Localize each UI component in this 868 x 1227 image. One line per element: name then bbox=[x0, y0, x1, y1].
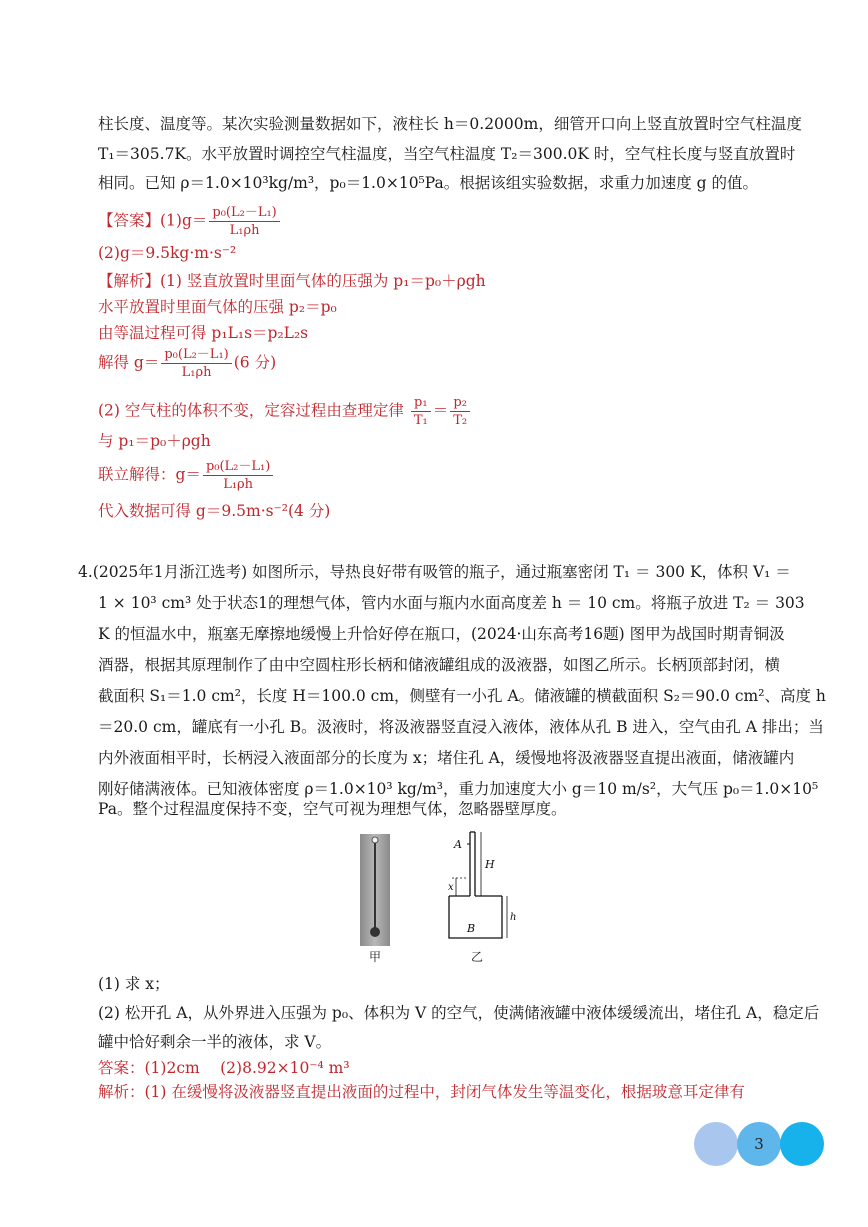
fraction-p2-t2 bbox=[450, 394, 470, 429]
fraction-denominator: T₂ bbox=[453, 413, 468, 428]
apparatus-diagram bbox=[355, 828, 515, 968]
decor-circle-1 bbox=[694, 1122, 738, 1166]
sub-question-1: (1) 求 x； bbox=[98, 975, 170, 993]
analysis-line-3: 由等温过程可得 p₁L₁s＝p₂L₂s bbox=[98, 324, 309, 342]
fraction-numerator: p₀(L₂－L₁) bbox=[161, 346, 231, 364]
q4-line-7: 内外液面相平时，长柄浸入液面部分的长度为 x；堵住孔 A，缓慢地将汲液器竖直提出液面，储液罐内 bbox=[98, 749, 795, 767]
analysis-4-prefix: 解得 g＝ bbox=[98, 353, 160, 372]
sub-question-2a: (2) 松开孔 A，从外界进入压强为 p₀、体积为 V 的空气，使满储液罐中液体缓缓流出，堵住孔 A，稳定后 bbox=[98, 1004, 820, 1022]
decor-circle-2 bbox=[737, 1122, 781, 1166]
q4-line-9: Pa。整个过程温度保持不变，空气可视为理想气体，忽略器壁厚度。 bbox=[98, 800, 567, 818]
answer-1 bbox=[98, 204, 282, 239]
label-jia: 甲 bbox=[369, 950, 382, 964]
label-H: H bbox=[485, 858, 495, 871]
q4-line-3: K 的恒温水中，瓶塞无摩擦地缓慢上升恰好停在瓶口，(2024·山东高考16题) 图甲为战国时期青铜汲 bbox=[98, 625, 785, 643]
fraction-numerator: p₁ bbox=[411, 394, 431, 412]
sub-question-2b: 罐中恰好剩余一半的液体，求 V。 bbox=[98, 1033, 332, 1051]
intro-line-2: T₁＝305.7K。水平放置时调控空气柱温度，当空气柱温度 T₂＝300.0K 时，空气柱长度与竖直放置时 bbox=[98, 145, 796, 163]
page-number: 3 bbox=[754, 1135, 764, 1153]
q4-line-5: 截面积 S₁＝1.0 cm²，长度 H＝100.0 cm，侧壁有一小孔 A。储液罐的横截面积 S₂＝90.0 cm²、高度 h bbox=[98, 687, 826, 705]
analysis-4-fraction bbox=[161, 346, 231, 381]
vessel-bowl bbox=[370, 927, 380, 937]
answer-1-prefix: 【答案】(1)g＝ bbox=[98, 211, 208, 230]
answer-1-fraction bbox=[209, 204, 279, 239]
fraction-denominator: L₁ρh bbox=[229, 223, 260, 238]
analysis-5-prefix: (2) 空气柱的体积不变，定容过程由查理定律 bbox=[98, 401, 404, 420]
label-yi: 乙 bbox=[471, 950, 484, 964]
label-A: A bbox=[454, 838, 462, 851]
q4-line-8: 刚好储满液体。已知液体密度 ρ＝1.0×10³ kg/m³，重力加速度大小 g＝10 m/s²，大气压 p₀＝1.0×10⁵ bbox=[98, 780, 819, 798]
q4-line-2: 1 × 10³ cm³ 处于状态1的理想气体，管内水面与瓶内水面高度差 h ＝ 10 cm。将瓶子放进 T₂ ＝ 303 bbox=[98, 594, 805, 612]
answer-2: (2)g＝9.5kg·m·s⁻² bbox=[98, 244, 237, 262]
fraction-denominator: T₁ bbox=[413, 413, 428, 428]
decor-circle-3 bbox=[780, 1122, 824, 1166]
equals-sign: ＝ bbox=[432, 401, 449, 420]
fraction-denominator: L₁ρh bbox=[223, 477, 254, 492]
analysis-7-prefix: 联立解得：g＝ bbox=[98, 465, 201, 484]
answer2-analysis: 解析：(1) 在缓慢将汲液器竖直提出液面的过程中，封闭气体发生等温变化，根据玻意耳定律有 bbox=[98, 1083, 745, 1101]
label-h: h bbox=[510, 912, 517, 923]
analysis-line-8: 代入数据可得 g＝9.5m·s⁻²(4 分) bbox=[98, 502, 331, 520]
reservoir-outline bbox=[449, 896, 502, 938]
analysis-4-suffix: (6 分) bbox=[233, 353, 277, 372]
analysis-line-7 bbox=[98, 458, 275, 493]
intro-line-1: 柱长度、温度等。某次实验测量数据如下，液柱长 h＝0.2000m，细管开口向上竖直放置时空气柱温度 bbox=[98, 115, 802, 133]
label-x: x bbox=[448, 882, 454, 893]
analysis-7-fraction bbox=[203, 458, 273, 493]
q4-line-6: ＝20.0 cm，罐底有一小孔 B。汲液时，将汲液器竖直浸入液体，液体从孔 B 进入，空气由孔 A 排出；当 bbox=[98, 718, 824, 736]
fraction-numerator: p₀(L₂－L₁) bbox=[203, 458, 273, 476]
analysis-line-1: 【解析】(1) 竖直放置时里面气体的压强为 p₁＝p₀＋ρgh bbox=[98, 272, 486, 290]
analysis-line-2: 水平放置时里面气体的压强 p₂＝p₀ bbox=[98, 298, 337, 316]
q4-line-4: 酒器，根据其原理制作了由中空圆柱形长柄和储液罐组成的汲液器，如图乙所示。长柄顶部封闭，横 bbox=[98, 656, 781, 674]
fraction-numerator: p₀(L₂－L₁) bbox=[209, 204, 279, 222]
apparatus-figure bbox=[355, 828, 515, 968]
analysis-line-5 bbox=[98, 394, 472, 429]
vessel-top-ring bbox=[372, 837, 378, 843]
answer2-line: 答案：(1)2cm (2)8.92×10⁻⁴ m³ bbox=[98, 1059, 350, 1077]
label-B: B bbox=[467, 922, 476, 935]
fraction-p1-t1 bbox=[411, 394, 431, 429]
intro-line-3: 相同。已知 ρ＝1.0×10³kg/m³，p₀＝1.0×10⁵Pa。根据该组实验数据，求重力加速度 g 的值。 bbox=[98, 174, 759, 192]
analysis-line-6: 与 p₁＝p₀＋ρgh bbox=[98, 432, 211, 450]
fraction-denominator: L₁ρh bbox=[181, 365, 212, 380]
analysis-line-4 bbox=[98, 346, 276, 381]
fraction-numerator: p₂ bbox=[450, 394, 470, 412]
q4-line-1: 4.(2025年1月浙江选考) 如图所示，导热良好带有吸管的瓶子，通过瓶塞密闭 T₁ ＝ 300 K，体积 V₁ ＝ bbox=[78, 563, 791, 581]
page-number-badge bbox=[694, 1122, 824, 1168]
